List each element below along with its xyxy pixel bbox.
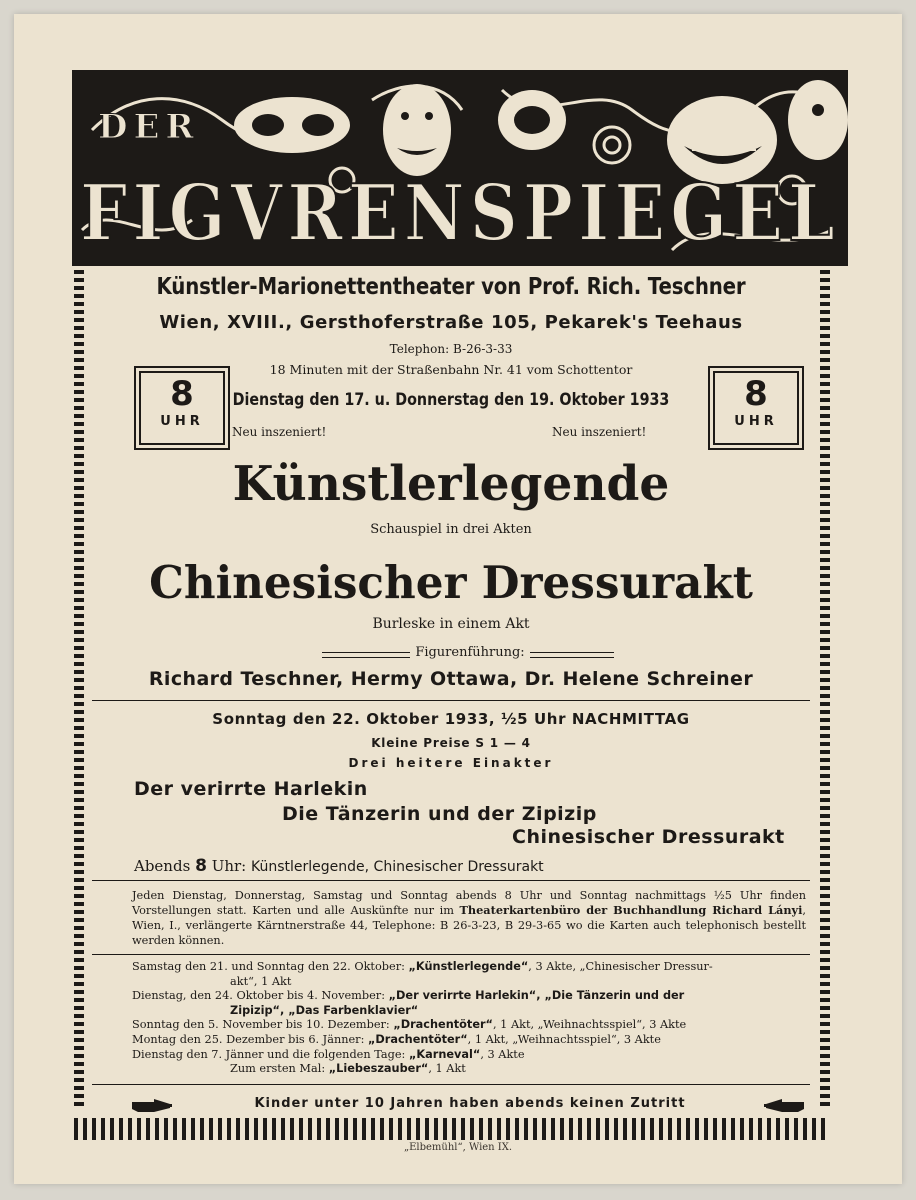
pointing-hand-left-icon <box>762 1098 806 1114</box>
bookshop-name: Theaterkartenbüro der Buchhandlung Richard Lányi <box>459 903 803 917</box>
schedule-row <box>132 989 808 1004</box>
play-subtitle-2: Burleske in einem Akt <box>372 616 530 632</box>
ticket-prices: Kleine Preise S 1 — 4 <box>371 736 531 750</box>
left-border-ornament <box>74 270 84 1106</box>
section-divider <box>92 700 810 701</box>
sunday-performance: Sonntag den 22. Oktober 1933, ½5 Uhr NACHMITTAG <box>212 710 690 728</box>
telephone-number: Telephon: B-26-3-33 <box>389 342 513 356</box>
puppeteer-names: Richard Teschner, Hermy Ottawa, Dr. Helene Schreiner <box>148 668 754 690</box>
pointing-hand-right-icon <box>130 1098 174 1114</box>
play-taenzerin: Die Tänzerin und der Zipizip <box>282 803 597 825</box>
evening-plays: Künstlerlegende, Chinesischer Dressurakt <box>251 859 544 875</box>
header-banner <box>72 70 848 266</box>
schedule-date: Dienstag den 7. Jänner und die folgenden Tage: <box>132 1047 409 1061</box>
schedule-play: „Karneval“ <box>408 1047 481 1061</box>
evening-time: 8 <box>195 856 207 876</box>
schedule-play: „Drachentöter“ <box>367 1032 468 1046</box>
puppetry-label: Figurenführung: <box>415 645 525 660</box>
admission-notice <box>130 1096 810 1116</box>
clock-hour: 8 <box>170 374 194 414</box>
ticket-info <box>132 888 806 948</box>
schedule-date: Samstag den 21. und Sonntag den 22. Oktober: <box>132 960 409 973</box>
schedule-date: Sonntag den 5. November bis 10. Dezember: <box>132 1018 394 1032</box>
evening-performance <box>134 856 544 876</box>
schedule-row <box>132 1018 808 1033</box>
schedule-list <box>132 960 808 1077</box>
poster-content <box>92 270 810 1115</box>
der-wordmark: DER <box>98 107 200 147</box>
schedule-date: Dienstag, den 24. Oktober bis 4. November: <box>132 989 389 1003</box>
schedule-date: Montag den 25. Dezember bis 6. Jänner: <box>132 1032 368 1046</box>
section-divider <box>92 954 810 955</box>
ornament-illustration <box>72 70 848 266</box>
schedule-details: , 3 Akte, „Chinesischer Dressur- <box>528 960 713 973</box>
theater-name: Künstler-Marionettentheater von Prof. Rich. Teschner <box>156 274 746 300</box>
schedule-play: „Künstlerlegende“ <box>408 960 529 973</box>
play-title-kuenstlerlegende: Künstlerlegende <box>232 456 670 512</box>
performance-dates: Dienstag den 17. u. Donnerstag den 19. Oktober 1933 <box>232 390 670 410</box>
schedule-row <box>132 975 808 990</box>
clock-hour: 8 <box>744 374 768 414</box>
theater-address: Wien, XVIII., Gersthoferstraße 105, Pekarek's Teehaus <box>159 312 743 333</box>
rule-right <box>530 652 614 658</box>
puppetry-heading <box>92 644 810 664</box>
schedule-date: Zum ersten Mal: <box>230 1062 329 1076</box>
figurenspiegel-wordmark: FIGVRENSPIEGEL <box>80 168 840 259</box>
three-one-acts: Drei heitere Einakter <box>348 756 554 770</box>
new-staging-note-right: Neu inszeniert! <box>552 425 647 439</box>
schedule-row <box>132 1062 808 1077</box>
schedule-play: Zipizip“, „Das Farbenklavier“ <box>230 1003 419 1017</box>
schedule-date: akt“, 1 Akt <box>230 974 292 988</box>
rule-left <box>322 652 410 658</box>
schedule-details: , 1 Akt, „Weihnachtsspiel“, 3 Akte <box>492 1018 687 1032</box>
play-dressurakt: Chinesischer Dressurakt <box>512 826 785 848</box>
section-divider <box>92 1084 810 1085</box>
evening-rest: Uhr: <box>211 857 247 875</box>
schedule-row <box>132 960 808 975</box>
schedule-row <box>132 1033 808 1048</box>
schedule-details: , 3 Akte <box>480 1047 525 1061</box>
right-border-ornament <box>820 270 830 1106</box>
evening-prefix: Abends <box>134 857 191 875</box>
schedule-details: , 1 Akt <box>428 1062 466 1076</box>
schedule-row <box>132 1004 808 1019</box>
schedule-play: „Liebeszauber“ <box>328 1062 429 1076</box>
play-subtitle-1: Schauspiel in drei Akten <box>370 522 532 537</box>
info-text-2: , Wien, I., verlängerte Kärntnerstraße 44, Telephone: B 26-3-23, B 29-3-65 wo die Karten auch telephonisch bestellt werden können. <box>132 904 806 947</box>
info-text-1: Jeden Dienstag, Donnerstag, Samstag und Sonntag abends 8 Uhr und Sonntag nachmittags ½5 Uhr finden Vorstellungen statt. Karten und alle Auskünfte nur im <box>132 889 806 917</box>
play-harlekin: Der verirrte Harlekin <box>134 778 368 800</box>
schedule-row <box>132 1048 808 1063</box>
new-staging-note-left: Neu inszeniert! <box>232 425 327 439</box>
section-divider <box>92 880 810 881</box>
schedule-details: , 1 Akt, „Weihnachtsspiel“, 3 Akte <box>467 1032 661 1046</box>
clock-unit: UHR <box>734 414 778 429</box>
tram-directions: 18 Minuten mit der Straßenbahn Nr. 41 vom Schottentor <box>269 362 633 377</box>
play-title-dressurakt: Chinesischer Dressurakt <box>149 556 753 609</box>
schedule-play: „Der verirrte Harlekin“, „Die Tänzerin und der <box>388 989 685 1003</box>
printer-imprint: „Elbemühl“, Wien IX. <box>403 1142 513 1153</box>
children-notice-text: Kinder unter 10 Jahren haben abends keinen Zutritt <box>254 1096 686 1111</box>
schedule-play: „Drachentöter“ <box>393 1018 493 1032</box>
bottom-border-ornament <box>74 1118 830 1140</box>
poster-sheet <box>14 14 902 1184</box>
clock-unit: UHR <box>160 414 204 429</box>
